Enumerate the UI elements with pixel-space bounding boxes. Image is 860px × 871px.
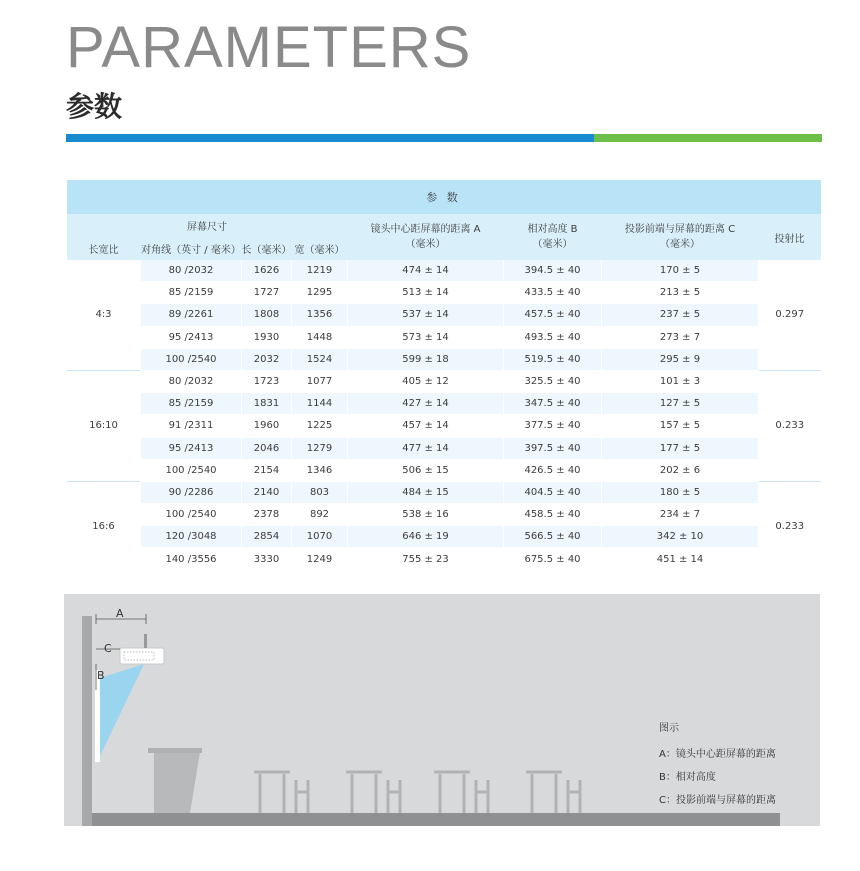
diagonal-cell: 91 /2311 [141, 415, 242, 437]
header-aspect: 长宽比 [67, 236, 141, 260]
width-cell: 803 [292, 481, 348, 503]
height-b-cell: 397.5 ± 40 [504, 437, 602, 459]
table-row [67, 437, 821, 459]
legend-item-b: B：相对高度 [659, 772, 716, 783]
width-cell: 1249 [292, 548, 348, 570]
header-height-b-label: 相对高度 B [527, 224, 578, 235]
header-width: 宽（毫米） [292, 236, 348, 260]
width-cell: 1077 [292, 370, 348, 392]
height-b-cell: 394.5 ± 40 [504, 260, 602, 282]
header-dist-a [348, 214, 504, 260]
length-cell: 1808 [242, 304, 292, 326]
table-caption: 参 数 [67, 180, 821, 214]
diagonal-cell: 90 /2286 [141, 481, 242, 503]
diagonal-cell: 100 /2540 [141, 348, 242, 370]
distance-c-cell: 101 ± 3 [602, 370, 759, 392]
aspect-ratio-cell: 16:6 [67, 481, 141, 570]
floor [92, 813, 780, 826]
wall [82, 616, 92, 826]
distance-a-cell: 538 ± 16 [348, 504, 504, 526]
diagonal-cell: 85 /2159 [141, 282, 242, 304]
length-cell: 1831 [242, 393, 292, 415]
width-cell: 1346 [292, 459, 348, 481]
table-row [67, 481, 821, 503]
furniture-group-4 [526, 772, 580, 813]
length-cell: 2032 [242, 348, 292, 370]
distance-c-cell: 451 ± 14 [602, 548, 759, 570]
table-row [67, 348, 821, 370]
divider-blue-segment [66, 134, 594, 142]
projector-mount [144, 634, 147, 648]
distance-a-cell: 506 ± 15 [348, 459, 504, 481]
distance-a-cell: 474 ± 14 [348, 260, 504, 282]
height-b-cell: 566.5 ± 40 [504, 526, 602, 548]
distance-a-cell: 457 ± 14 [348, 415, 504, 437]
legend-item-a: A：镜头中心距屏幕的距离 [659, 749, 776, 760]
diagram-label-b: B [97, 669, 105, 682]
header-height-b [504, 214, 602, 260]
distance-a-cell: 599 ± 18 [348, 348, 504, 370]
header-height-b-unit: （毫米） [532, 239, 573, 250]
height-b-cell: 675.5 ± 40 [504, 548, 602, 570]
width-cell: 1524 [292, 348, 348, 370]
diagonal-cell: 89 /2261 [141, 304, 242, 326]
distance-a-cell: 484 ± 15 [348, 481, 504, 503]
header-dist-c-label: 投影前端与屏幕的距离 C [624, 224, 736, 235]
distance-a-cell: 646 ± 19 [348, 526, 504, 548]
diagram-legend [659, 717, 776, 812]
parameters-table [66, 180, 821, 571]
legend-title: 图示 [659, 723, 679, 734]
distance-c-cell: 180 ± 5 [602, 481, 759, 503]
length-cell: 2154 [242, 459, 292, 481]
width-cell: 1225 [292, 415, 348, 437]
height-b-cell: 519.5 ± 40 [504, 348, 602, 370]
distance-c-cell: 273 ± 7 [602, 326, 759, 348]
height-b-cell: 458.5 ± 40 [504, 504, 602, 526]
header-ratio: 投射比 [759, 214, 821, 260]
diagonal-cell: 95 /2413 [141, 437, 242, 459]
height-b-cell: 347.5 ± 40 [504, 393, 602, 415]
length-cell: 2046 [242, 437, 292, 459]
page-title-cn: 参数 [66, 90, 123, 123]
width-cell: 1219 [292, 260, 348, 282]
diagram-label-a: A [116, 607, 124, 620]
length-cell: 2140 [242, 481, 292, 503]
diagonal-cell: 95 /2413 [141, 326, 242, 348]
distance-a-cell: 477 ± 14 [348, 437, 504, 459]
header-screen-size: 屏幕尺寸 [67, 214, 348, 236]
distance-c-cell: 127 ± 5 [602, 393, 759, 415]
distance-a-cell: 405 ± 12 [348, 370, 504, 392]
distance-c-cell: 177 ± 5 [602, 437, 759, 459]
table-row [67, 504, 821, 526]
table-row [67, 260, 821, 282]
height-b-cell: 377.5 ± 40 [504, 415, 602, 437]
distance-c-cell: 234 ± 7 [602, 504, 759, 526]
aspect-ratio-cell: 16:10 [67, 370, 141, 481]
furniture-group-3 [434, 772, 488, 813]
divider-green-segment [594, 134, 822, 142]
furniture-group-1 [254, 772, 308, 813]
diagonal-cell: 100 /2540 [141, 504, 242, 526]
distance-a-cell: 573 ± 14 [348, 326, 504, 348]
table-row [67, 548, 821, 570]
page-title-en: PARAMETERS [66, 15, 472, 80]
projection-beam [100, 664, 144, 756]
table-row [67, 326, 821, 348]
projector [120, 648, 164, 664]
table-row [67, 304, 821, 326]
counter-top [148, 748, 202, 753]
table-row [67, 393, 821, 415]
table-body [67, 260, 821, 570]
diagonal-cell: 85 /2159 [141, 393, 242, 415]
height-b-cell: 404.5 ± 40 [504, 481, 602, 503]
header-dist-a-label: 镜头中心距屏幕的距离 A [370, 224, 481, 235]
distance-c-cell: 157 ± 5 [602, 415, 759, 437]
diagonal-cell: 80 /2032 [141, 260, 242, 282]
throw-ratio-cell: 0.233 [759, 481, 821, 570]
distance-c-cell: 295 ± 9 [602, 348, 759, 370]
throw-ratio-cell: 0.297 [759, 260, 821, 370]
distance-c-cell: 202 ± 6 [602, 459, 759, 481]
furniture-group-2 [346, 772, 400, 813]
throw-ratio-cell: 0.233 [759, 370, 821, 481]
distance-a-cell: 427 ± 14 [348, 393, 504, 415]
distance-a-cell: 755 ± 23 [348, 548, 504, 570]
counter [154, 752, 200, 813]
diagonal-cell: 80 /2032 [141, 370, 242, 392]
header-dist-c-unit: （毫米） [660, 239, 700, 250]
height-b-cell: 426.5 ± 40 [504, 459, 602, 481]
header-dist-a-unit: （毫米） [405, 239, 446, 250]
table-row [67, 526, 821, 548]
table-row [67, 282, 821, 304]
length-cell: 1727 [242, 282, 292, 304]
distance-c-cell: 213 ± 5 [602, 282, 759, 304]
header-diagonal: 对角线（英寸 / 毫米） [141, 236, 242, 260]
table-row [67, 370, 821, 392]
table-row [67, 415, 821, 437]
length-cell: 2854 [242, 526, 292, 548]
width-cell: 1295 [292, 282, 348, 304]
table-row [67, 459, 821, 481]
diagonal-cell: 120 /3048 [141, 526, 242, 548]
width-cell: 892 [292, 504, 348, 526]
height-b-cell: 457.5 ± 40 [504, 304, 602, 326]
distance-a-cell: 537 ± 14 [348, 304, 504, 326]
height-b-cell: 433.5 ± 40 [504, 282, 602, 304]
aspect-ratio-cell: 4:3 [67, 260, 141, 370]
title-divider [66, 134, 822, 142]
length-cell: 3330 [242, 548, 292, 570]
diagonal-cell: 140 /3556 [141, 548, 242, 570]
length-cell: 2378 [242, 504, 292, 526]
height-b-cell: 325.5 ± 40 [504, 370, 602, 392]
header-length: 长（毫米） [242, 236, 292, 260]
length-cell: 1930 [242, 326, 292, 348]
width-cell: 1279 [292, 437, 348, 459]
height-b-cell: 493.5 ± 40 [504, 326, 602, 348]
header-dist-c [602, 214, 759, 260]
distance-c-cell: 237 ± 5 [602, 304, 759, 326]
distance-a-cell: 513 ± 14 [348, 282, 504, 304]
length-cell: 1626 [242, 260, 292, 282]
width-cell: 1070 [292, 526, 348, 548]
width-cell: 1448 [292, 326, 348, 348]
legend-item-c: C：投影前端与屏幕的距离 [659, 795, 776, 806]
diagonal-cell: 100 /2540 [141, 459, 242, 481]
distance-c-cell: 342 ± 10 [602, 526, 759, 548]
diagram-label-c: C [104, 642, 112, 655]
length-cell: 1960 [242, 415, 292, 437]
distance-c-cell: 170 ± 5 [602, 260, 759, 282]
width-cell: 1144 [292, 393, 348, 415]
length-cell: 1723 [242, 370, 292, 392]
width-cell: 1356 [292, 304, 348, 326]
